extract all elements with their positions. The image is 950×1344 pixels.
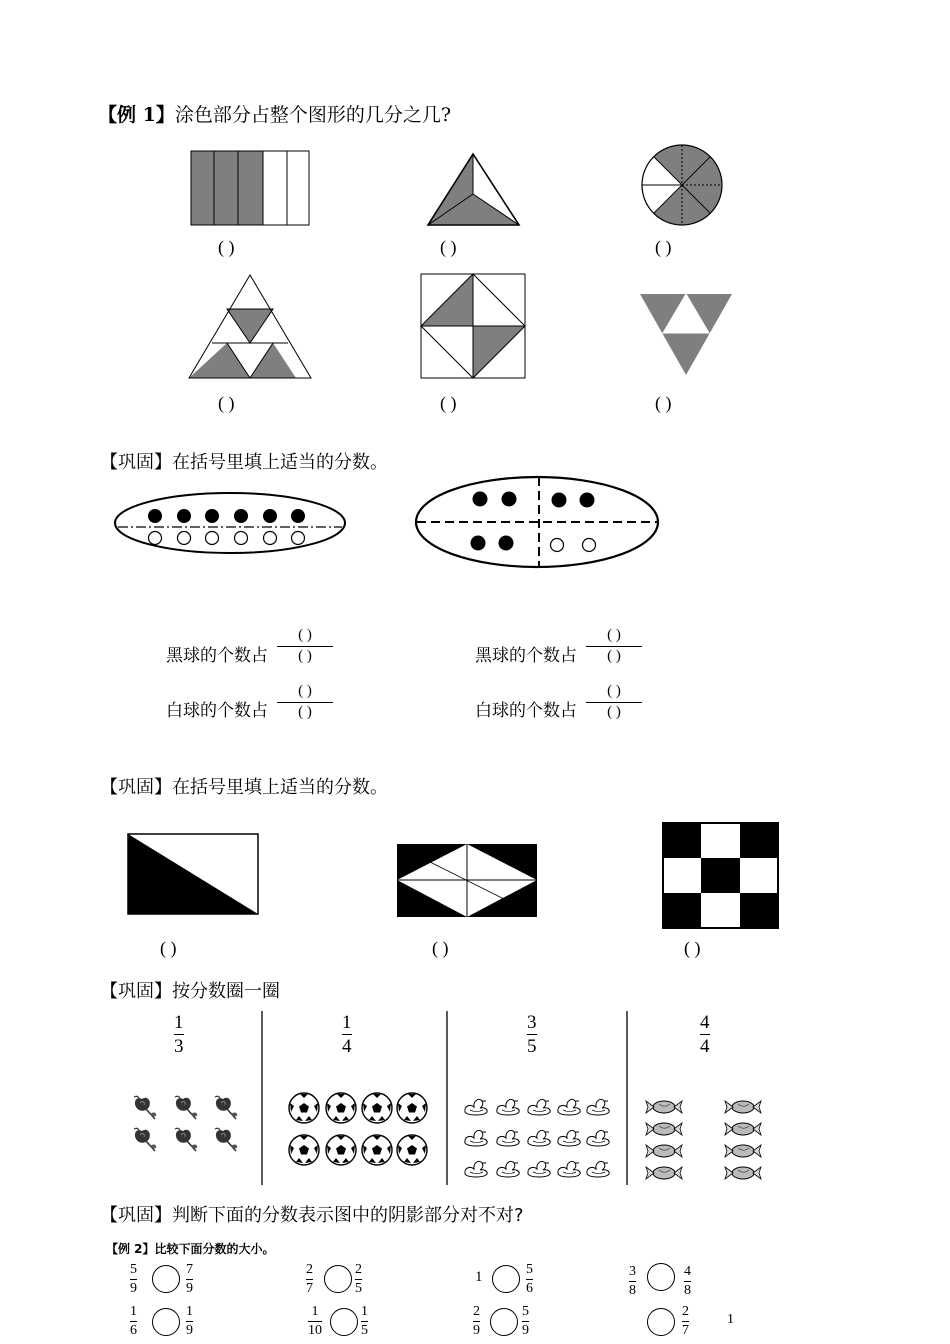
circle-items-area: [0, 1005, 950, 1190]
fraction-denominator: 9: [522, 1323, 529, 1338]
fraction-denominator: 8: [684, 1283, 691, 1298]
fraction-denominator: 4: [700, 1036, 710, 1057]
fraction-bar: [629, 1281, 636, 1282]
fraction-denominator: 9: [473, 1323, 480, 1338]
soccer-balls-group: [289, 1093, 427, 1165]
fraction-numerator: 4: [684, 1264, 691, 1279]
black-white-figures: [0, 815, 950, 935]
fraction-denominator: 7: [682, 1323, 689, 1338]
compare-5-answer-circle[interactable]: [152, 1308, 180, 1336]
fraction-numerator: 2: [306, 1262, 313, 1277]
page-number: 1: [727, 1312, 734, 1327]
fraction-denominator-blank[interactable]: ( ): [298, 648, 312, 664]
fraction-numerator: 2: [355, 1262, 362, 1277]
fraction-denominator: 6: [130, 1323, 137, 1338]
compare-4-right: [684, 1265, 691, 1298]
shaded-square-figure: [421, 274, 525, 378]
compare-2-right: [355, 1263, 362, 1296]
consolidate2-instruction: 在括号里填上适当的分数。: [172, 777, 388, 798]
fraction-numerator: 7: [186, 1262, 193, 1277]
left-black-ball-fraction[interactable]: [277, 628, 333, 665]
fraction-bar: [586, 702, 642, 703]
fraction-bar: [361, 1321, 368, 1322]
left-white-ball-label: 白球的个数占: [166, 701, 268, 721]
fraction-denominator: 10: [308, 1323, 322, 1338]
fraction-denominator-blank[interactable]: ( ): [298, 704, 312, 720]
right-ball-oval: [416, 477, 658, 567]
candies-group: [646, 1101, 761, 1179]
compare-4-answer-circle[interactable]: [647, 1263, 675, 1291]
fraction-bar: [522, 1321, 529, 1322]
consolidate4-instruction: 判断下面的分数表示图中的阴影部分对不对?: [172, 1205, 524, 1226]
checkerboard-figure: [663, 823, 778, 928]
right-black-ball-fraction[interactable]: [586, 628, 642, 665]
small-triangles-figure: [189, 275, 311, 378]
fraction-denominator: 9: [186, 1323, 193, 1338]
fraction-denominator: 5: [355, 1281, 362, 1296]
right-white-ball-fraction[interactable]: [586, 684, 642, 721]
fraction-numerator: 3: [629, 1264, 636, 1279]
fraction-numerator: 1: [311, 1304, 319, 1319]
fraction-denominator: 8: [629, 1283, 636, 1298]
compare-6-answer-circle[interactable]: [330, 1308, 358, 1336]
compare-8-answer-circle[interactable]: [647, 1308, 675, 1336]
consolidate2-tag: 【巩固】: [100, 777, 172, 798]
consolidate1-tag: 【巩固】: [100, 452, 172, 473]
compare-8-right: [682, 1305, 689, 1338]
fraction-numerator: 1: [174, 1012, 184, 1033]
answer-blank-small-triangles[interactable]: ( ): [218, 393, 235, 413]
fraction-numerator: 1: [186, 1304, 193, 1319]
compare-6-right: [361, 1305, 368, 1338]
fraction-bar: [306, 1279, 313, 1280]
fraction-bar: [684, 1281, 691, 1282]
compare-6-left: [308, 1305, 322, 1338]
fraction-numerator-blank[interactable]: ( ): [298, 627, 312, 643]
fraction-numerator: 1: [361, 1304, 368, 1319]
compare-2-left: [306, 1263, 313, 1296]
fraction-denominator: 6: [526, 1281, 533, 1296]
rhombus-rectangle-figure: [397, 844, 537, 917]
fraction-numerator: 5: [526, 1262, 533, 1277]
fraction-bar: [130, 1321, 137, 1322]
compare-5-left: [130, 1305, 137, 1338]
consolidate1-instruction: 在括号里填上适当的分数。: [172, 452, 388, 473]
fraction-bar: [586, 646, 642, 647]
fraction-numerator: 3: [527, 1012, 537, 1033]
fraction-denominator-blank[interactable]: ( ): [607, 704, 621, 720]
shaded-circle-figure: [642, 145, 722, 225]
example2-title: 【例 2】比较下面分数的大小。: [106, 1242, 275, 1256]
compare-2-answer-circle[interactable]: [324, 1265, 352, 1293]
consolidate4-tag: 【巩固】: [100, 1205, 172, 1226]
fraction-bar: [355, 1279, 362, 1280]
fraction-numerator: 1: [342, 1012, 352, 1033]
inverted-triangle-figure: [640, 294, 732, 375]
answer-blank-square[interactable]: ( ): [440, 393, 457, 413]
fraction-numerator: 2: [682, 1304, 689, 1319]
fraction-numerator-blank[interactable]: ( ): [607, 627, 621, 643]
ducks-group: [465, 1099, 609, 1177]
compare-3-answer-circle[interactable]: [492, 1265, 520, 1293]
example1-bracket-close: 】: [155, 104, 175, 126]
fraction-denominator: 9: [186, 1281, 193, 1296]
compare-7-answer-circle[interactable]: [490, 1308, 518, 1336]
fraction-bar: [526, 1279, 533, 1280]
compare-1-right: [186, 1263, 193, 1296]
answer-blank-checkerboard[interactable]: ( ): [684, 938, 701, 958]
example1-bracket-open: 【: [98, 104, 118, 126]
diagonal-rectangle-figure: [128, 834, 258, 914]
fraction-numerator: 1: [130, 1304, 137, 1319]
compare-3-right: [526, 1263, 533, 1296]
fraction-denominator: 3: [174, 1036, 184, 1057]
fraction-numerator-blank[interactable]: ( ): [298, 683, 312, 699]
fraction-bar: [186, 1279, 193, 1280]
compare-3-left-whole: 1: [475, 1269, 483, 1285]
fraction-bar: [277, 702, 333, 703]
fraction-numerator: 4: [700, 1012, 710, 1033]
fraction-bar: [277, 646, 333, 647]
answer-blank-rhombus-rectangle[interactable]: ( ): [432, 938, 449, 958]
answer-blank-triangle[interactable]: ( ): [440, 237, 457, 257]
consolidate4-heading: [100, 1201, 524, 1227]
compare-7-right: [522, 1305, 529, 1338]
fraction-bar: [308, 1321, 322, 1322]
answer-blank-rectangle[interactable]: ( ): [218, 237, 235, 257]
shaded-rectangle-figure: [191, 151, 309, 225]
fraction-denominator-blank[interactable]: ( ): [607, 648, 621, 664]
answer-blank-circle[interactable]: ( ): [655, 237, 672, 257]
example1-figures: [0, 0, 950, 420]
compare-1-answer-circle[interactable]: [152, 1265, 180, 1293]
left-ball-oval: [115, 493, 345, 553]
fraction-bar: [682, 1321, 689, 1322]
right-white-ball-label: 白球的个数占: [475, 701, 577, 721]
shaded-triangle-figure: [428, 154, 519, 225]
fraction-denominator: 4: [342, 1036, 352, 1057]
left-white-ball-fraction[interactable]: [277, 684, 333, 721]
fraction-numerator: 5: [522, 1304, 529, 1319]
compare-4-left: [629, 1265, 636, 1298]
fraction-numerator-blank[interactable]: ( ): [607, 683, 621, 699]
example1-question: 涂色部分占整个图形的几分之几?: [174, 104, 452, 126]
fraction-bar: [186, 1321, 193, 1322]
fraction-denominator: 7: [306, 1281, 313, 1296]
fraction-bar: [130, 1279, 137, 1280]
answer-blank-inverted-triangle[interactable]: ( ): [655, 393, 672, 413]
fraction-bar: [473, 1321, 480, 1322]
consolidate2-heading: [100, 773, 388, 799]
fraction-denominator: 5: [527, 1036, 537, 1057]
consolidate3-heading: [100, 977, 280, 1003]
right-black-ball-label: 黑球的个数占: [475, 646, 577, 666]
consolidate3-tag: 【巩固】: [100, 981, 172, 1002]
roses-group: [134, 1096, 237, 1151]
example1-tag: 例 1: [117, 104, 156, 126]
fraction-numerator: 2: [473, 1304, 480, 1319]
answer-blank-diagonal-rectangle[interactable]: ( ): [160, 938, 177, 958]
left-black-ball-label: 黑球的个数占: [166, 646, 268, 666]
fraction-numerator: 5: [130, 1262, 137, 1277]
compare-5-right: [186, 1305, 193, 1338]
compare-7-left: [473, 1305, 480, 1338]
fraction-denominator: 9: [130, 1281, 137, 1296]
ball-ovals: [0, 470, 950, 580]
consolidate3-instruction: 按分数圈一圈: [172, 981, 280, 1002]
fraction-denominator: 5: [361, 1323, 368, 1338]
compare-1-left: [130, 1263, 137, 1296]
